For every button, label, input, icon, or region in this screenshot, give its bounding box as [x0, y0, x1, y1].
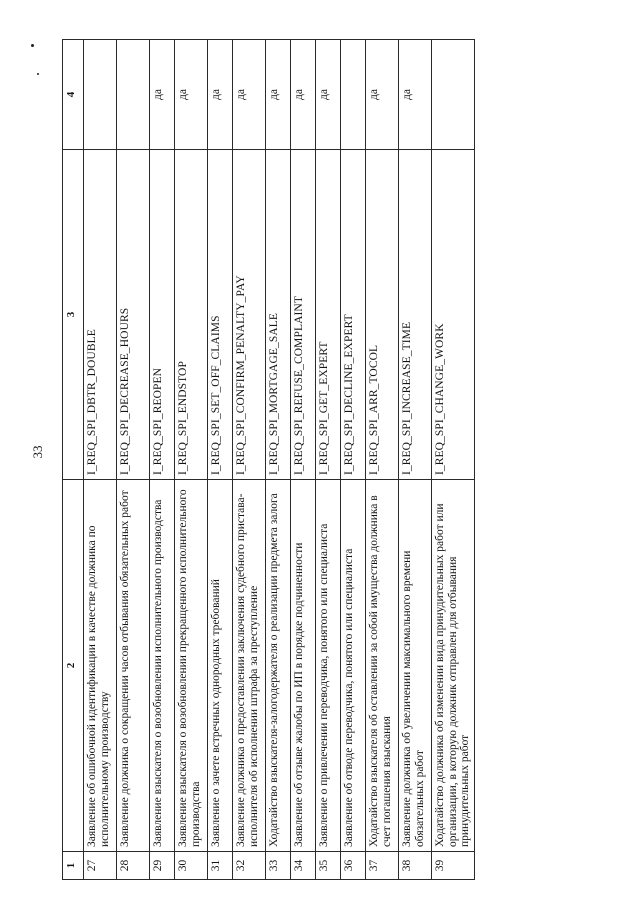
row-code: I_REQ_SPI_SET_OFF_CLAIMS: [208, 150, 233, 480]
row-code: I_REQ_SPI_GET_EXPERT: [316, 150, 341, 480]
row-flag: да: [233, 40, 266, 150]
table-row: [175, 40, 208, 880]
row-code: I_REQ_SPI_INCREASE_TIME: [399, 150, 432, 480]
header-row: [63, 40, 84, 880]
row-number: 28: [117, 852, 150, 880]
table-row: [399, 40, 432, 880]
row-flag: да: [175, 40, 208, 150]
row-flag: [432, 40, 475, 150]
row-number: 27: [84, 852, 117, 880]
table-row: [266, 40, 291, 880]
row-description: Заявление об отводе переводчика, понятого или специалиста: [341, 480, 366, 852]
row-number: 36: [341, 852, 366, 880]
row-description: Заявление об отзыве жалобы по ИП в порядке подчиненности: [291, 480, 316, 852]
table-row: [366, 40, 399, 880]
table-row: [432, 40, 475, 880]
requests-table: [62, 39, 475, 880]
row-code: I_REQ_SPI_MORTGAGE_SALE: [266, 150, 291, 480]
row-code: I_REQ_SPI_DBTR_DOUBLE: [84, 150, 117, 480]
table-row: [150, 40, 175, 880]
row-description: Ходатайство взыскателя об оставлении за собой имущества должника в счет погашения взыскания: [366, 480, 399, 852]
row-code: I_REQ_SPI_DECLINE_EXPERT: [341, 150, 366, 480]
row-code: I_REQ_SPI_CHANGE_WORK: [432, 150, 475, 480]
row-flag: да: [291, 40, 316, 150]
row-flag: да: [399, 40, 432, 150]
table-row: [208, 40, 233, 880]
header-cell: 2: [63, 480, 84, 852]
row-flag: да: [366, 40, 399, 150]
row-description: Заявление взыскателя о возобновлении прекращенного исполнительного производства: [175, 480, 208, 852]
scan-speck: [31, 44, 34, 47]
row-number: 29: [150, 852, 175, 880]
table-row: [84, 40, 117, 880]
row-number: 38: [399, 852, 432, 880]
row-description: Ходатайство должника об изменении вида принудительных работ или организации, в которую должник отправлен для отбывания принудительных работ: [432, 480, 475, 852]
row-description: Заявление должника о предоставлении заключения судебного пристава-исполнителя об исполнении штрафа за преступление: [233, 480, 266, 852]
row-flag: да: [266, 40, 291, 150]
row-code: I_REQ_SPI_ARR_TOCOL: [366, 150, 399, 480]
header-cell: 3: [63, 150, 84, 480]
row-code: I_REQ_SPI_CONFIRM_PENALTY_PAY: [233, 150, 266, 480]
row-flag: да: [208, 40, 233, 150]
row-flag: да: [316, 40, 341, 150]
scan-speck: [37, 73, 39, 75]
row-description: Заявление взыскателя о возобновлении исполнительного производства: [150, 480, 175, 852]
row-number: 34: [291, 852, 316, 880]
page-number: 33: [30, 445, 45, 459]
row-number: 31: [208, 852, 233, 880]
header-cell: 1: [63, 852, 84, 880]
row-description: Ходатайство взыскателя-залогодержателя о реализации предмета залога: [266, 480, 291, 852]
row-flag: [341, 40, 366, 150]
header-cell: 4: [63, 40, 84, 150]
row-flag: [84, 40, 117, 150]
row-description: Заявление о привлечении переводчика, понятого или специалиста: [316, 480, 341, 852]
table-row: [316, 40, 341, 880]
rotated-table-wrapper: [62, 40, 472, 880]
row-flag: да: [150, 40, 175, 150]
row-flag: [117, 40, 150, 150]
table-row: [341, 40, 366, 880]
row-number: 35: [316, 852, 341, 880]
table-row: [233, 40, 266, 880]
row-number: 39: [432, 852, 475, 880]
row-description: Заявление должника об увеличении максимального времени обязательных работ: [399, 480, 432, 852]
row-code: I_REQ_SPI_REFUSE_COMPLAINT: [291, 150, 316, 480]
row-description: Заявление о зачете встречных однородных требований: [208, 480, 233, 852]
row-number: 32: [233, 852, 266, 880]
row-number: 37: [366, 852, 399, 880]
row-code: I_REQ_SPI_ENDSTOP: [175, 150, 208, 480]
row-description: Заявление должника о сокращении часов отбывания обязательных работ: [117, 480, 150, 852]
row-code: I_REQ_SPI_DECREASE_HOURS: [117, 150, 150, 480]
row-description: Заявление об ошибочной идентификации в качестве должника по исполнительному производству: [84, 480, 117, 852]
table-row: [291, 40, 316, 880]
table-row: [117, 40, 150, 880]
row-code: I_REQ_SPI_REOPEN: [150, 150, 175, 480]
row-number: 33: [266, 852, 291, 880]
row-number: 30: [175, 852, 208, 880]
